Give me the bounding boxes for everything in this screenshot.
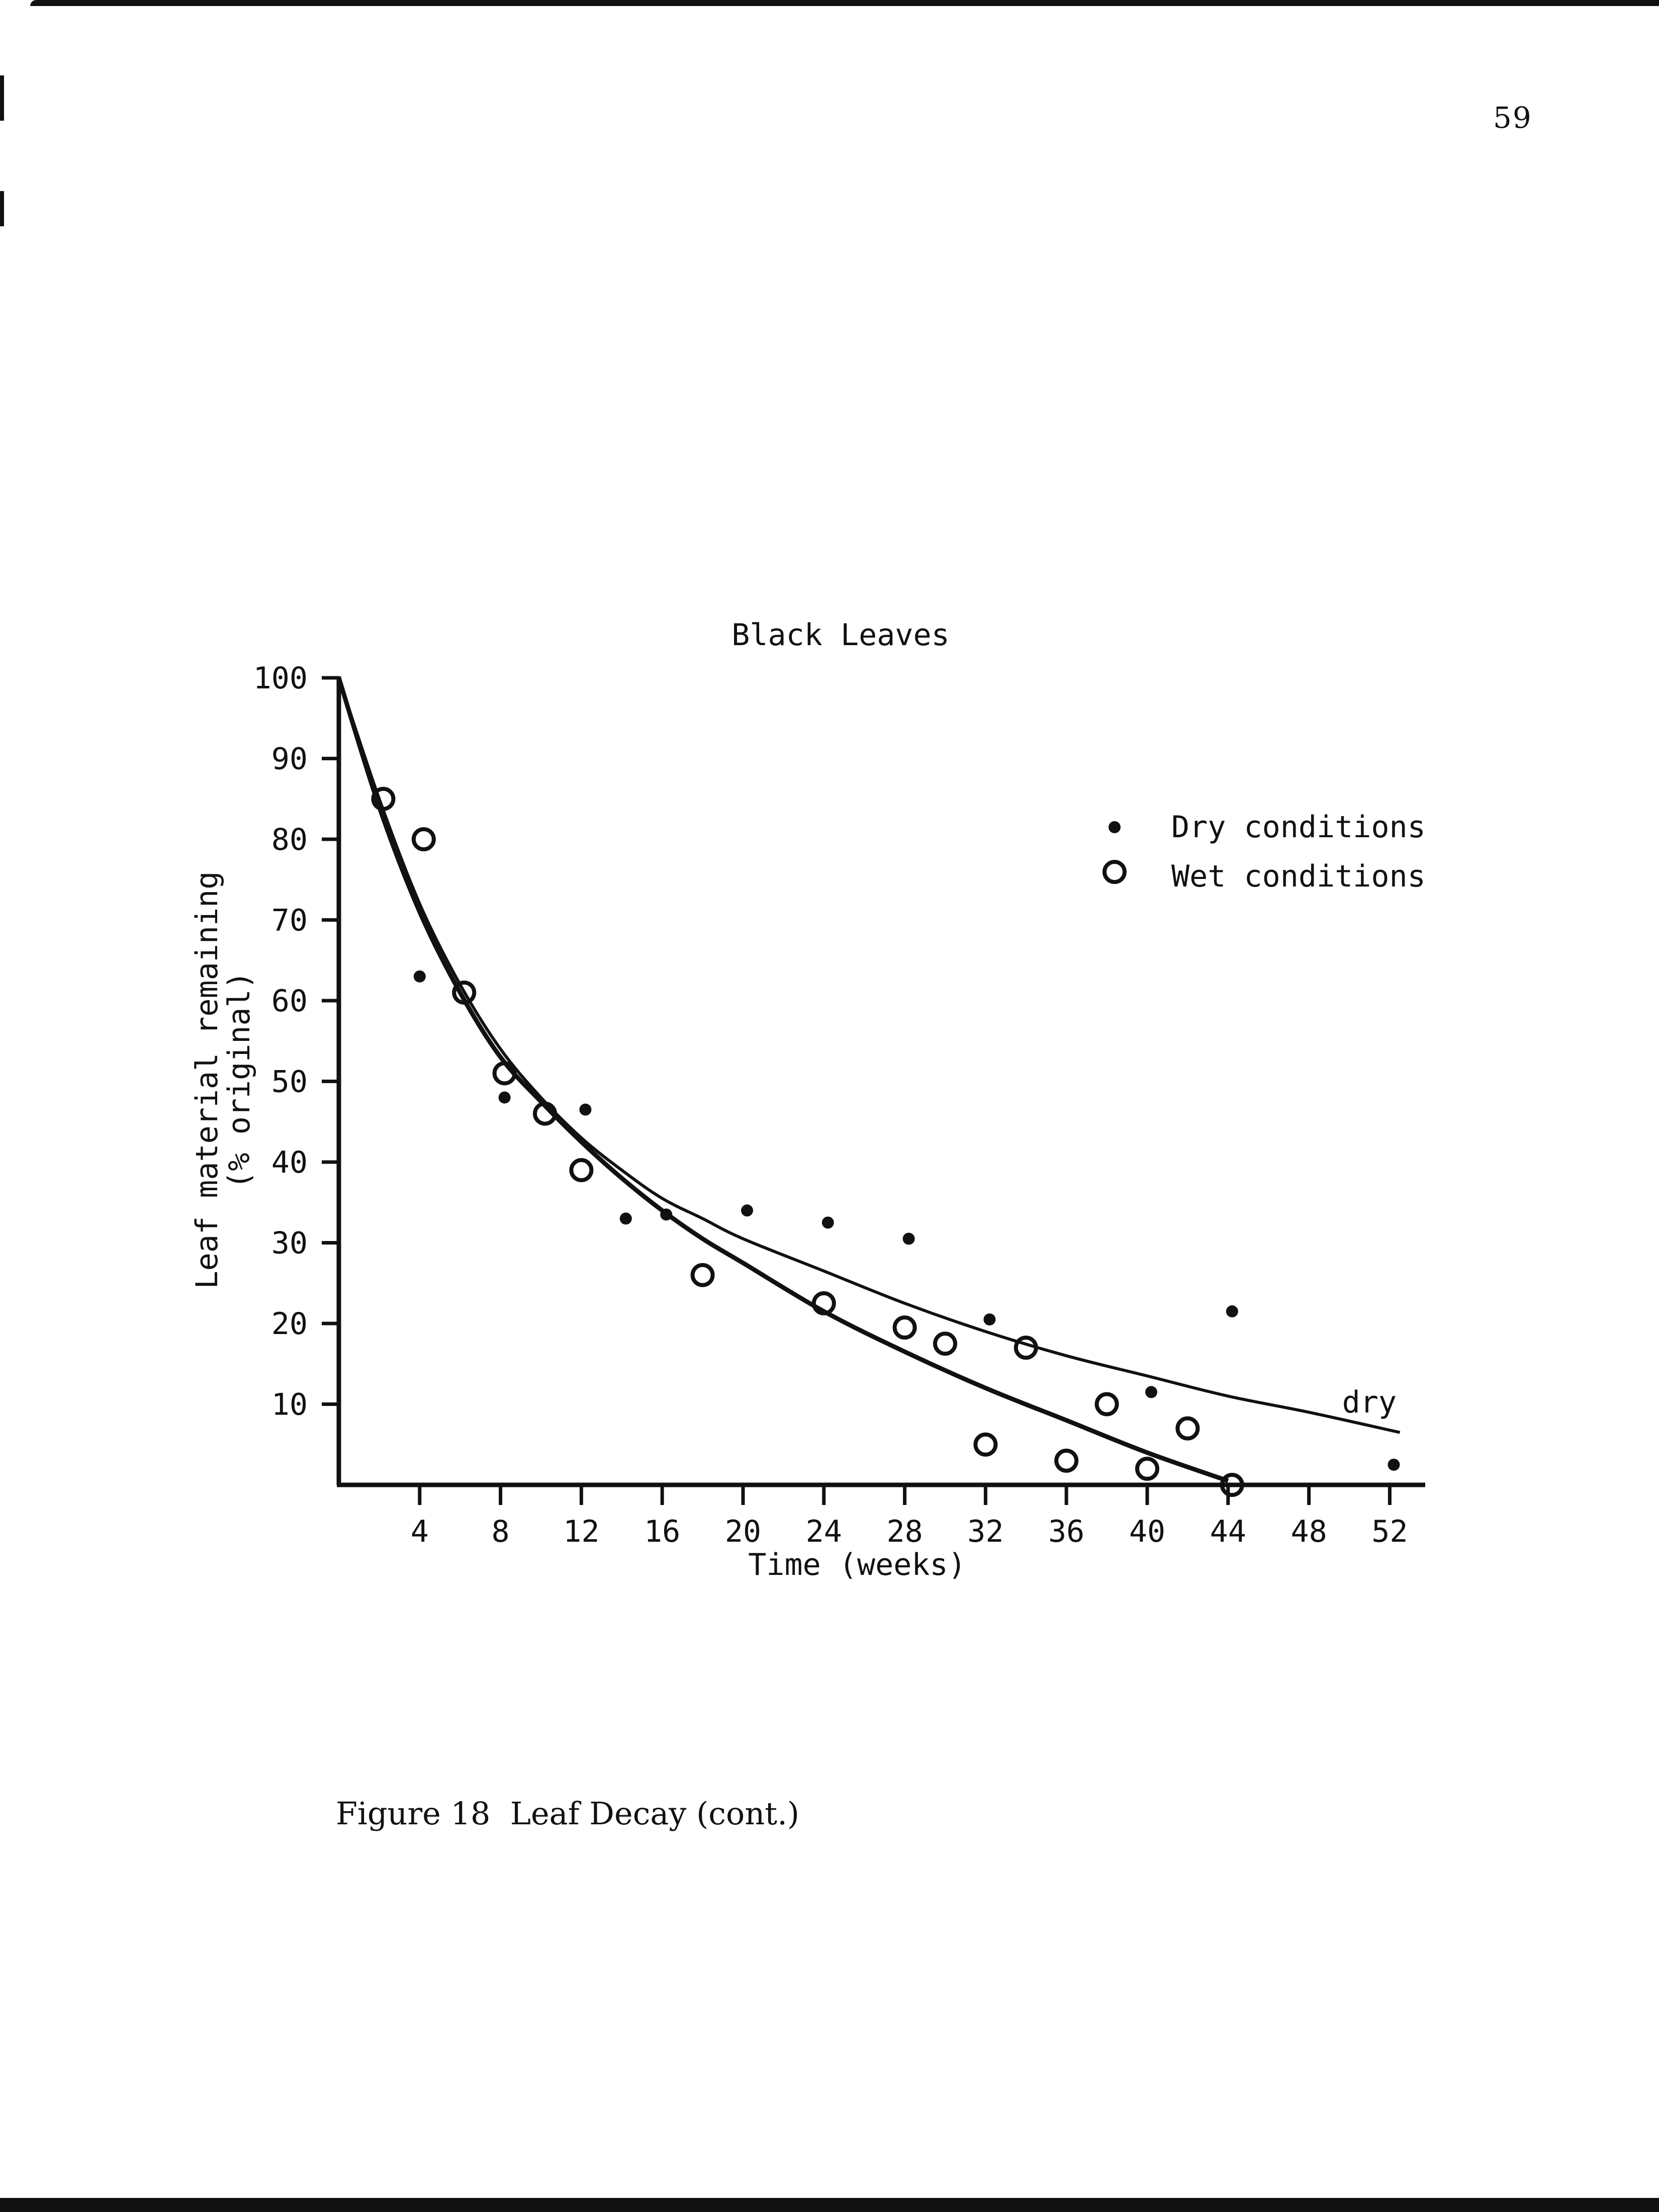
y-axis-label <box>190 871 257 1289</box>
wet-point <box>414 829 434 849</box>
wet-point <box>693 1265 713 1285</box>
dry-point <box>822 1216 834 1228</box>
x-tick-label: 28 <box>886 1514 923 1549</box>
x-tick-label: 40 <box>1129 1514 1166 1549</box>
dry-point <box>741 1204 753 1216</box>
x-tick-label: 44 <box>1210 1514 1246 1549</box>
legend-label-wet: Wet conditions <box>1171 859 1426 894</box>
chart-title: Black Leaves <box>731 617 950 653</box>
curve-label-dry: dry <box>1342 1385 1397 1420</box>
x-tick-label: 16 <box>644 1514 681 1549</box>
legend <box>1104 810 1426 894</box>
wet-point <box>571 1160 591 1180</box>
x-tick-label: 48 <box>1291 1514 1327 1549</box>
legend-label-dry: Dry conditions <box>1171 810 1426 845</box>
wet-point <box>1056 1451 1076 1471</box>
wet-point <box>1137 1459 1157 1479</box>
dry-point <box>1226 1305 1238 1317</box>
dry-point <box>660 1208 672 1220</box>
data-markers <box>373 789 1400 1495</box>
legend-marker-wet <box>1104 862 1125 882</box>
y-axis-title: Leaf material remaining <box>190 871 225 1289</box>
x-tick-label: 24 <box>805 1514 842 1549</box>
wet-fit-curve <box>339 678 1228 1481</box>
x-tick-label: 4 <box>410 1514 429 1549</box>
y-tick-label: 10 <box>271 1387 308 1423</box>
dry-point <box>983 1313 995 1325</box>
y-tick-label: 90 <box>271 741 308 777</box>
x-axis-title: Time (weeks) <box>748 1547 966 1582</box>
dry-point <box>414 970 426 983</box>
dry-point <box>579 1104 591 1116</box>
figure-caption: Figure 18 Leaf Decay (cont.) <box>336 1795 800 1832</box>
y-tick-label: 60 <box>271 984 308 1019</box>
x-tick-label: 20 <box>724 1514 762 1549</box>
dry-point <box>620 1212 632 1224</box>
wet-point <box>895 1317 915 1338</box>
x-tick-label: 52 <box>1371 1514 1408 1549</box>
y-tick-label: 30 <box>271 1225 308 1261</box>
legend-marker-dry <box>1109 821 1121 833</box>
dry-point <box>1145 1386 1157 1398</box>
wet-point <box>1177 1419 1197 1439</box>
x-ticks <box>411 1485 1408 1549</box>
dry-point <box>499 1092 511 1104</box>
x-tick-label: 36 <box>1048 1514 1085 1549</box>
y-ticks <box>253 661 339 1423</box>
y-tick-label: 50 <box>271 1064 308 1100</box>
y-tick-label: 100 <box>253 661 308 696</box>
y-tick-label: 40 <box>271 1145 308 1180</box>
wet-point <box>935 1334 955 1354</box>
x-tick-label: 32 <box>967 1514 1004 1549</box>
dry-point <box>903 1232 915 1245</box>
y-tick-label: 20 <box>271 1306 308 1342</box>
wet-point <box>975 1435 995 1455</box>
y-axis-subtitle: (% original) <box>222 971 257 1189</box>
page-number: 59 <box>1493 101 1532 135</box>
x-tick-label: 12 <box>563 1514 600 1549</box>
y-tick-label: 80 <box>271 822 308 857</box>
y-tick-label: 70 <box>271 903 308 938</box>
wet-point <box>1097 1394 1117 1414</box>
x-tick-label: 8 <box>491 1514 510 1549</box>
dry-point <box>1388 1459 1400 1471</box>
